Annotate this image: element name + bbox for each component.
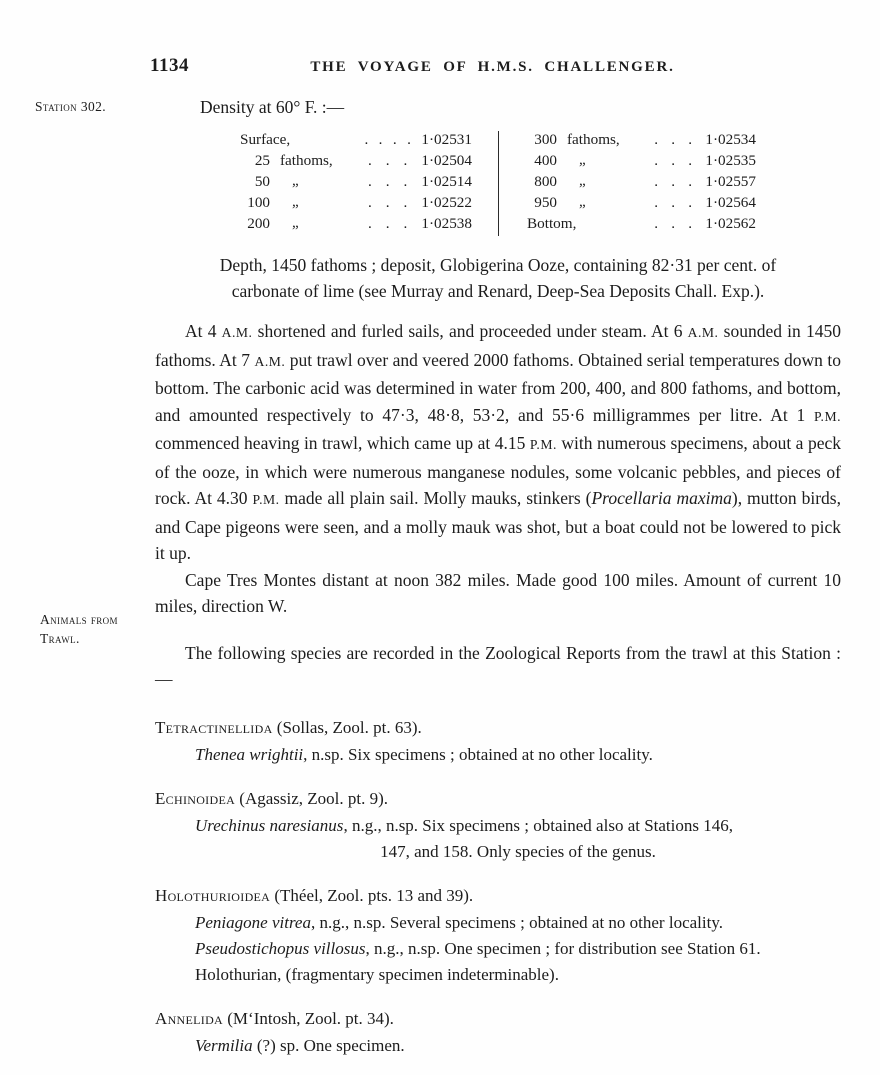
text-run: with numerous specimens, about a peck of the ooze, in which were numerous manganese nodules, some volcanic pebbles, and pieces of rock. At 4.30	[155, 433, 841, 508]
depth-note-line: Depth, 1450 fathoms ; deposit, Globigerina Ooze, containing 82·31 per cent. of	[219, 255, 777, 275]
density-depth-number: 800	[534, 173, 557, 190]
density-value: 1·02522	[421, 194, 472, 211]
density-table-left-column	[240, 131, 498, 236]
density-depth-label	[240, 194, 354, 212]
density-depth-label	[527, 152, 641, 170]
leader-dot: .	[654, 215, 659, 232]
density-depth-label	[240, 215, 354, 233]
leader-dot: .	[378, 131, 383, 148]
section-entries	[195, 813, 841, 865]
species-entry	[195, 962, 841, 988]
time-abbreviation: A.M.	[254, 353, 286, 369]
density-row	[240, 173, 472, 194]
leader-dot: .	[407, 131, 411, 148]
density-row	[240, 194, 472, 215]
leader-dot: .	[385, 194, 390, 211]
time-abbreviation: A.M.	[687, 325, 719, 340]
leader-dot: .	[364, 131, 369, 148]
density-value: 1·02514	[421, 173, 472, 190]
species-name: Vermilia	[195, 1035, 253, 1055]
text-run: put trawl over and veered 2000 fathoms. Obtained serial temperatures down to bottom. The carbonic acid was determined in water from 200, 400, and 800 fathoms, and bottom, and amounted respectively to 47·3, 48·8, 53·2, and 55·6 milligrammes per litre. At 1	[155, 349, 842, 425]
entry-text: (?) sp. One specimen.	[252, 1035, 405, 1055]
leader-dot: .	[654, 152, 659, 169]
density-row	[527, 173, 756, 194]
time-abbreviation: P.M.	[529, 437, 557, 452]
text-run: sounded in 1450 fathoms. At 7	[155, 321, 841, 370]
density-value: 1·02557	[705, 173, 756, 190]
density-row	[240, 131, 472, 152]
leader-dot: .	[671, 215, 676, 232]
dot-leader	[354, 194, 421, 212]
leader-dot: .	[392, 131, 397, 148]
species-entry	[195, 910, 841, 936]
leader-dot: .	[688, 152, 693, 169]
section-entries	[195, 910, 841, 988]
species-section	[155, 789, 841, 865]
leader-dot: .	[385, 215, 390, 232]
leader-dot: .	[671, 194, 676, 211]
density-depth-label	[527, 173, 641, 191]
paragraph	[155, 567, 841, 620]
density-depth-number: 950	[534, 194, 557, 211]
density-depth-label	[527, 131, 641, 149]
ditto-mark: „	[579, 173, 586, 189]
density-depth-number: 100	[247, 194, 270, 211]
dot-leader	[354, 215, 421, 233]
density-value: 1·02562	[705, 215, 756, 232]
margin-note-station: Station 302.	[35, 99, 107, 114]
density-row	[527, 215, 756, 236]
dot-leader	[354, 152, 421, 170]
text-run: At 4	[185, 321, 222, 341]
leader-dot: .	[367, 152, 372, 169]
section-citation: (Sollas, Zool. pt. 63).	[272, 717, 422, 737]
leader-dot: .	[688, 131, 693, 148]
entry-continuation-line: 147, and 158. Only species of the genus.	[380, 841, 656, 861]
density-depth-number: 200	[247, 215, 270, 232]
species-name: Procellaria maxima	[591, 488, 732, 508]
leader-dot: .	[671, 131, 676, 148]
text-run: The following species are recorded in the Zoological Reports from the trawl at this Station :—	[155, 642, 841, 689]
running-title: THE VOYAGE OF H.M.S. CHALLENGER.	[310, 59, 675, 75]
species-section	[155, 1009, 841, 1059]
leader-dot: .	[671, 173, 676, 190]
species-section	[155, 886, 841, 988]
dot-leader	[641, 173, 705, 191]
ditto-mark: „	[292, 194, 299, 210]
margin-note-animals-from-trawl: Animals from Trawl.	[40, 612, 118, 646]
density-depth-number: 300	[534, 131, 557, 148]
entry-text: , n.sp. Six specimens ; obtained at no other locality.	[303, 744, 653, 764]
species-list	[155, 718, 841, 1059]
density-depth-unit: fathoms,	[280, 152, 333, 169]
density-value: 1·02535	[705, 152, 756, 169]
ditto-mark: „	[579, 194, 586, 210]
leader-dot: .	[403, 194, 408, 211]
dot-leader	[354, 173, 421, 191]
paragraph	[155, 640, 841, 693]
taxon-group-name: Tetractinellida	[155, 717, 273, 737]
time-abbreviation: P.M.	[252, 492, 280, 507]
text-run: ), mutton birds, and Cape pigeons were seen, and a molly mauk was shot, but a boat could not be lowered to pick it up.	[155, 488, 841, 563]
ditto-mark: „	[292, 215, 299, 231]
density-row	[527, 131, 756, 152]
species-section	[155, 718, 841, 768]
density-value: 1·02504	[421, 152, 472, 169]
leader-dot: .	[403, 215, 408, 232]
dot-leader	[641, 131, 705, 149]
ditto-mark: „	[292, 173, 299, 189]
leader-dot: .	[367, 215, 372, 232]
density-depth-unit: fathoms,	[567, 131, 620, 148]
leader-dot: .	[367, 173, 372, 190]
time-abbreviation: P.M.	[813, 408, 841, 424]
density-table-right-column	[498, 131, 756, 236]
taxon-group-name: Holothurioidea	[155, 885, 271, 905]
section-heading	[155, 1009, 841, 1029]
leader-dot: .	[403, 173, 408, 190]
dot-leader	[641, 215, 705, 233]
species-name: Peniagone vitrea	[195, 912, 311, 932]
density-depth-label: Bottom,	[527, 215, 577, 232]
section-entries	[195, 742, 841, 768]
leader-dot: .	[654, 131, 659, 148]
leader-dot: .	[367, 194, 372, 211]
paragraph	[155, 318, 841, 567]
section-heading	[155, 789, 841, 809]
density-row	[240, 152, 472, 173]
species-entry	[195, 936, 841, 962]
ditto-mark: „	[579, 152, 586, 168]
leader-dot: .	[688, 194, 693, 211]
density-row	[527, 194, 756, 215]
text-run: Cape Tres Montes distant at noon 382 miles. Made good 100 miles. Amount of current 10 miles, direction W.	[155, 569, 841, 616]
page-number: 1134	[150, 55, 189, 76]
density-depth-label	[240, 152, 354, 170]
density-depth-label: Surface,	[240, 131, 291, 148]
density-value: 1·02564	[705, 194, 756, 211]
density-depth-label	[527, 194, 641, 212]
leader-dot: .	[385, 152, 390, 169]
density-row	[527, 152, 756, 173]
dot-leader	[354, 131, 421, 149]
density-depth-number: 50	[254, 173, 270, 190]
text-run: made all plain sail. Molly mauks, stinkers (	[279, 488, 592, 508]
leader-dot: .	[671, 152, 676, 169]
density-depth-label	[240, 173, 354, 191]
section-heading	[155, 718, 841, 738]
section-citation: (Théel, Zool. pts. 13 and 39).	[270, 885, 474, 905]
entry-text: , n.g., n.sp. Six specimens ; obtained also at Stations 146,	[343, 815, 733, 835]
density-table	[240, 131, 756, 236]
depth-deposit-note	[155, 252, 841, 304]
leader-dot: .	[688, 215, 693, 232]
text-run: shortened and furled sails, and proceeded under steam. At 6	[252, 321, 688, 341]
species-name: Pseudostichopus villosus	[195, 938, 366, 958]
entry-text: Holothurian, (fragmentary specimen indeterminable).	[195, 964, 559, 984]
depth-note-line: carbonate of lime (see Murray and Renard, Deep-Sea Deposits Chall. Exp.).	[231, 281, 765, 301]
species-entry	[195, 813, 841, 865]
density-depth-number: 400	[534, 152, 557, 169]
entry-text: , n.g., n.sp. One specimen ; for distribution see Station 61.	[365, 938, 761, 958]
page-body	[155, 97, 841, 1075]
text-run: commenced heaving in trawl, which came up at 4.15	[155, 433, 530, 453]
section-citation: (Agassiz, Zool. pt. 9).	[235, 788, 389, 808]
time-abbreviation: A.M.	[221, 325, 253, 340]
density-depth-number: 25	[254, 152, 270, 169]
leader-dot: .	[654, 173, 659, 190]
leader-dot: .	[688, 173, 693, 190]
leader-dot: .	[385, 173, 390, 190]
taxon-group-name: Echinoidea	[155, 788, 236, 808]
species-entry	[195, 742, 841, 768]
species-entry	[195, 1033, 841, 1059]
entry-text: , n.g., n.sp. Several specimens ; obtained at no other locality.	[310, 912, 723, 932]
section-citation: (M‘Intosh, Zool. pt. 34).	[223, 1008, 394, 1028]
density-value: 1·02534	[705, 131, 756, 148]
density-heading: Density at 60° F. :—	[200, 97, 345, 117]
section-entries	[195, 1033, 841, 1059]
density-value: 1·02531	[421, 131, 472, 148]
density-value: 1·02538	[421, 215, 472, 232]
section-heading	[155, 886, 841, 906]
log-paragraphs	[155, 318, 841, 693]
density-row	[240, 215, 472, 236]
species-name: Urechinus naresianus	[195, 815, 344, 835]
leader-dot: .	[403, 152, 408, 169]
leader-dot: .	[654, 194, 659, 211]
species-name: Thenea wrightii	[195, 744, 304, 764]
dot-leader	[641, 152, 705, 170]
dot-leader	[641, 194, 705, 212]
taxon-group-name: Annelida	[155, 1008, 223, 1028]
